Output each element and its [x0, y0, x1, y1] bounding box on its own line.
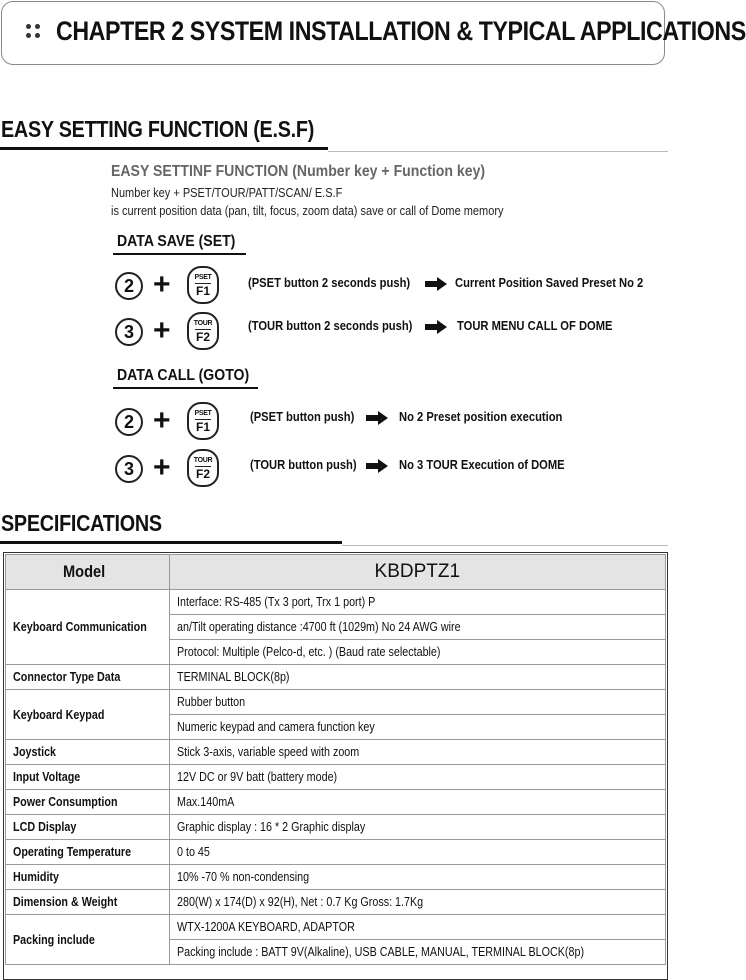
chapter-header: [1, 1, 746, 65]
number-key-icon: 2: [115, 408, 143, 436]
table-row: [6, 790, 666, 815]
plus-sign: +: [153, 268, 171, 301]
row-value: Numeric keypad and camera function key: [169, 715, 665, 740]
row-label: Humidity: [6, 865, 170, 890]
row-label: Packing include: [6, 915, 170, 965]
result-text: No 2 Preset position execution: [399, 409, 563, 424]
row-label: Keyboard Keypad: [6, 690, 170, 740]
row-value: Rubber button: [169, 690, 665, 715]
action-text: (TOUR button 2 seconds push): [248, 318, 413, 333]
chapter-title: CHAPTER 2 SYSTEM INSTALLATION & TYPICAL APPLICATIONS: [56, 16, 746, 46]
esf-section-title: EASY SETTING FUNCTION (E.S.F): [1, 116, 315, 142]
esf-title-rule: [328, 151, 668, 152]
table-row: [6, 890, 666, 915]
table-row: [6, 815, 666, 840]
number-key-icon: 3: [115, 455, 143, 483]
esf-desc-line-2: is current position data (pan, tilt, focus, zoom data) save or call of Dome memory: [111, 204, 504, 218]
row-label: LCD Display: [6, 815, 170, 840]
row-label: Input Voltage: [6, 765, 170, 790]
data-save-title: DATA SAVE (SET): [117, 233, 236, 250]
row-label: Operating Temperature: [6, 840, 170, 865]
model-value: KBDPTZ1: [169, 555, 665, 590]
table-row: [6, 740, 666, 765]
row-value: 12V DC or 9V batt (battery mode): [169, 765, 665, 790]
plus-sign: +: [153, 314, 171, 347]
number-key-icon: 3: [115, 318, 143, 346]
row-label: Power Consumption: [6, 790, 170, 815]
action-text: (TOUR button push): [250, 457, 357, 472]
result-text: No 3 TOUR Execution of DOME: [399, 457, 565, 472]
specs-title-rule: [342, 545, 668, 546]
specs-title-underline: [0, 541, 342, 544]
table-row: [6, 690, 666, 715]
pset-f1-key-icon: PSET F1: [187, 402, 219, 440]
action-text: (PSET button 2 seconds push): [248, 275, 411, 290]
row-value: TERMINAL BLOCK(8p): [169, 665, 665, 690]
number-key-icon: 2: [115, 272, 143, 300]
table-header-row: [6, 555, 666, 590]
right-arrow-icon: [366, 411, 388, 425]
row-value: Packing include : BATT 9V(Alkaline), USB CABLE, MANUAL, TERMINAL BLOCK(8p): [169, 940, 665, 965]
row-value: 10% -70 % non-condensing: [169, 865, 665, 890]
row-value: Stick 3-axis, variable speed with zoom: [169, 740, 665, 765]
esf-desc-line-1: Number key + PSET/TOUR/PATT/SCAN/ E.S.F: [111, 186, 343, 200]
tour-f2-key-icon: TOUR F2: [187, 449, 219, 487]
right-arrow-icon: [425, 277, 447, 291]
bullet-dots-icon: [26, 24, 42, 40]
row-value: Max.140mA: [169, 790, 665, 815]
action-text: (PSET button push): [250, 409, 355, 424]
row-value: Interface: RS-485 (Tx 3 port, Trx 1 port) P: [169, 590, 665, 615]
pset-f1-key-icon: PSET F1: [187, 266, 219, 304]
esf-title-underline: [0, 147, 328, 150]
row-label: Keyboard Communication: [6, 590, 170, 665]
row-value: Graphic display : 16 * 2 Graphic display: [169, 815, 665, 840]
result-text: Current Position Saved Preset No 2: [455, 275, 644, 290]
table-row: [6, 765, 666, 790]
table-row: [6, 590, 666, 615]
tour-f2-key-icon: TOUR F2: [187, 312, 219, 350]
table-row: [6, 865, 666, 890]
row-value: 0 to 45: [169, 840, 665, 865]
table-row: [6, 915, 666, 940]
row-value: 280(W) x 174(D) x 92(H), Net : 0.7 Kg Gross: 1.7Kg: [169, 890, 665, 915]
model-label: Model: [6, 555, 170, 590]
data-call-underline: [113, 387, 258, 389]
right-arrow-icon: [425, 320, 447, 334]
row-value: WTX-1200A KEYBOARD, ADAPTOR: [169, 915, 665, 940]
row-label: Joystick: [6, 740, 170, 765]
specs-section-title: SPECIFICATIONS: [1, 510, 162, 536]
specs-table: [5, 554, 666, 965]
table-row: [6, 665, 666, 690]
plus-sign: +: [153, 451, 171, 484]
data-save-underline: [113, 253, 246, 255]
right-arrow-icon: [366, 459, 388, 473]
row-value: an/Tilt operating distance :4700 ft (1029m) No 24 AWG wire: [169, 615, 665, 640]
row-label: Dimension & Weight: [6, 890, 170, 915]
plus-sign: +: [153, 404, 171, 437]
row-label: Connector Type Data: [6, 665, 170, 690]
table-row: [6, 840, 666, 865]
row-value: Protocol: Multiple (Pelco-d, etc. ) (Baud rate selectable): [169, 640, 665, 665]
esf-heading: EASY SETTINF FUNCTION (Number key + Function key): [111, 163, 486, 180]
data-call-title: DATA CALL (GOTO): [117, 367, 250, 384]
result-text: TOUR MENU CALL OF DOME: [457, 318, 613, 333]
